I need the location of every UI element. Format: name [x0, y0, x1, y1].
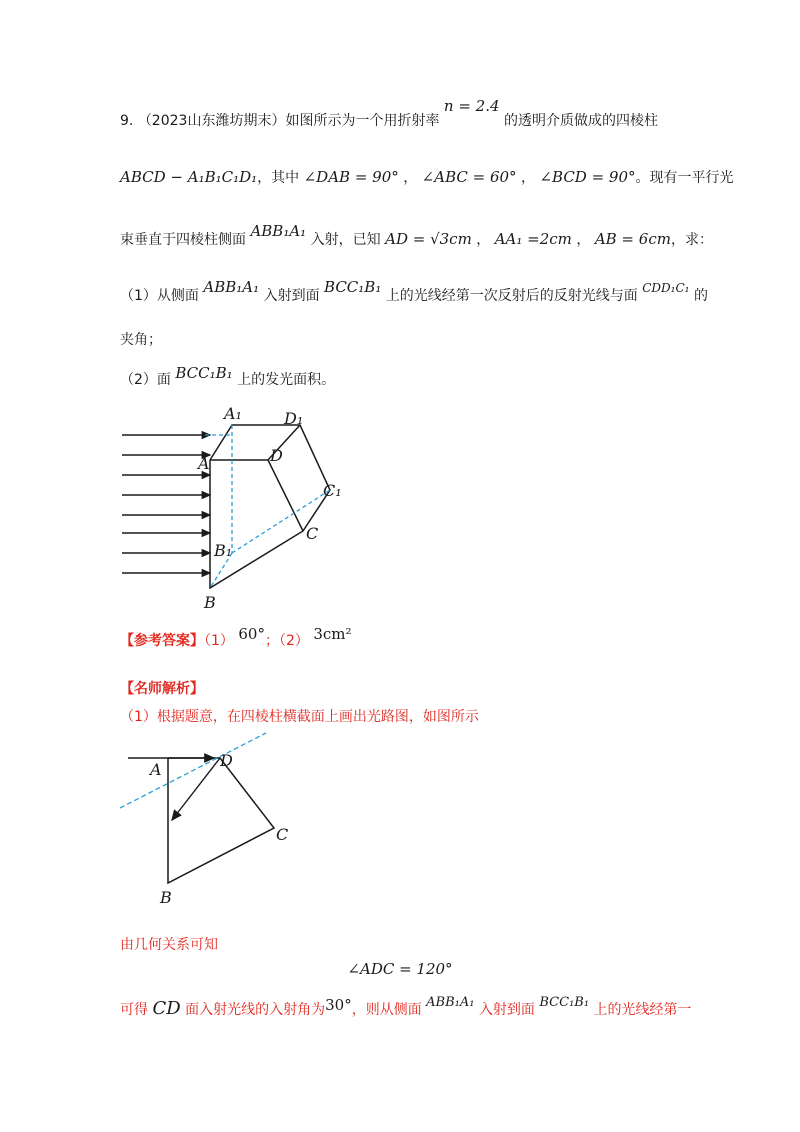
answer-part-1-label: （1）	[204, 633, 234, 649]
angle-bcd: ∠BCD = 90°	[539, 168, 636, 186]
analysis-tag: 【名师解析】	[120, 681, 204, 697]
label-A: A	[150, 760, 162, 779]
normal-line	[120, 733, 266, 808]
label-D: D	[220, 751, 233, 770]
face-cdd1c1: CDD₁C₁	[642, 281, 690, 295]
question-text: ，求：	[670, 232, 713, 248]
question-text: 上的发光面积。	[237, 372, 336, 388]
given-aa1: AA₁ =2cm	[494, 230, 572, 248]
question-text: ，其中	[257, 170, 300, 186]
question-source: （2023山东潍坊期末）	[137, 113, 286, 129]
prism-name: ABCD − A₁B₁C₁D₁	[120, 168, 258, 186]
label-C: C	[276, 825, 289, 844]
given-ad: AD = √3cm	[385, 230, 472, 248]
reflected-ray	[172, 758, 220, 820]
answer-value-1: 60°	[238, 625, 265, 643]
angle-adc-equation: ∠ADC = 120°	[347, 960, 453, 978]
question-text: 入射到面	[263, 288, 320, 304]
label-B: B	[204, 593, 216, 612]
geometry-text: 面入射光线的入射角为	[185, 1002, 326, 1018]
geometry-text: 可得	[120, 1002, 148, 1018]
geometry-text: 上的光线经第一	[593, 1002, 692, 1018]
question-text: 入射，已知	[310, 232, 381, 248]
answer-part-2-label: ；（2）	[264, 633, 309, 649]
angle-abc: ∠ABC = 60°	[421, 168, 517, 186]
incident-angle: 30°	[325, 996, 352, 1014]
answer-value-2: 3cm²	[313, 625, 352, 643]
question-text: 束垂直于四棱柱侧面	[120, 232, 246, 248]
question-text: （1）从侧面	[120, 288, 199, 304]
label-D1: D₁	[284, 409, 304, 428]
face-cd: CD	[152, 998, 181, 1019]
question-text: 如图所示为一个用折射率	[285, 113, 440, 129]
question-number: 9.	[120, 113, 134, 129]
geometry-text: ，则从侧面	[351, 1002, 422, 1018]
cross-section-edges	[168, 758, 274, 883]
question-line-3: 束垂直于四棱柱侧面 ABB₁A₁ 入射，已知 AD = √3cm ， AA₁ =2cm ， AB = 6cm，求：	[120, 222, 713, 248]
geometry-line-1: 由几何关系可知	[120, 937, 218, 953]
face-bcc1b1: BCC₁B₁	[175, 364, 233, 382]
label-A1: A₁	[224, 404, 242, 423]
label-B: B	[160, 888, 172, 907]
question-text: 。现有一平行光	[635, 170, 734, 186]
question-text: （2）面	[120, 372, 171, 388]
refractive-index: n = 2.4	[443, 97, 500, 115]
label-B1: B₁	[214, 541, 233, 560]
question-text: 的透明介质做成的四棱柱	[503, 113, 658, 129]
label-C1: C₁	[323, 481, 342, 500]
face-abb1a1: ABB₁A₁	[426, 995, 475, 1010]
given-ab: AB = 6cm	[594, 230, 671, 248]
analysis-line-1: （1）根据题意，在四棱柱横截面上画出光路图，如图所示	[120, 709, 479, 725]
geometry-text: 入射到面	[478, 1002, 535, 1018]
question-text: 夹角；	[120, 332, 162, 348]
face-bcc1b1: BCC₁B₁	[539, 995, 590, 1010]
question-text: 的	[693, 288, 708, 304]
face-abb1a1: ABB₁A₁	[250, 222, 307, 240]
label-D: D	[270, 446, 283, 465]
face-bcc1b1: BCC₁B₁	[324, 278, 382, 296]
angle-dab: ∠DAB = 90°	[303, 168, 399, 186]
question-text: 上的光线经第一次反射后的反射光线与面	[385, 288, 638, 304]
label-A: A	[198, 454, 210, 473]
label-C: C	[306, 524, 319, 543]
answer-tag: 【参考答案】	[120, 633, 204, 649]
question-line-2: ABCD − A₁B₁C₁D₁，其中 ∠DAB = 90° ， ∠ABC = 60° ， ∠BCD = 90°。现有一平行光	[120, 168, 734, 186]
face-abb1a1: ABB₁A₁	[203, 278, 260, 296]
geometry-line-2	[120, 995, 692, 1019]
